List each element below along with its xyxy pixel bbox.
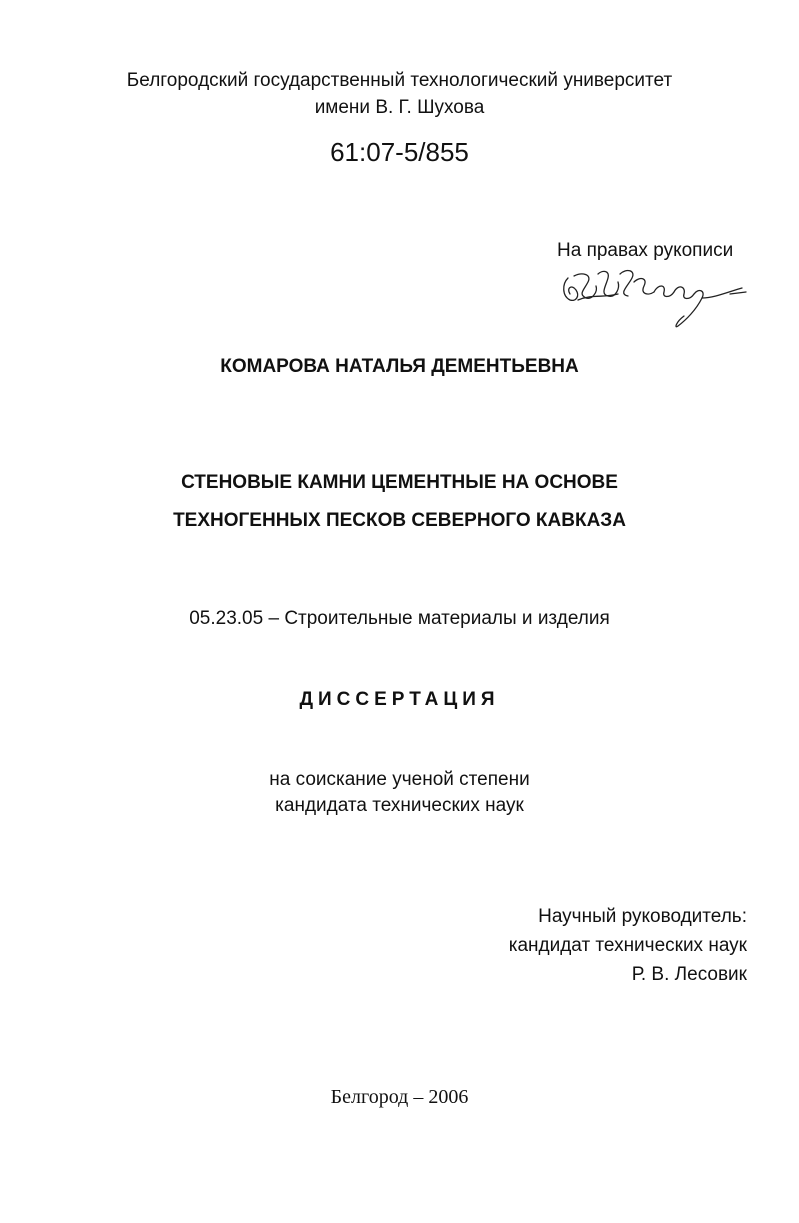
supervisor-block: [509, 902, 747, 989]
supervisor-role: Научный руководитель:: [538, 906, 747, 927]
university-name-line2: имени В. Г. Шухова: [314, 97, 485, 118]
supervisor-name: Р. В. Лесовик: [631, 964, 747, 985]
handwritten-signature: [558, 264, 753, 334]
manuscript-rights-note: На правах рукописи: [557, 240, 734, 261]
supervisor-credentials: кандидат технических наук: [508, 935, 747, 956]
dissertation-title-line2: ТЕХНОГЕННЫХ ПЕСКОВ СЕВЕРНОГО КАВКАЗА: [173, 510, 626, 531]
university-name-line1: Белгородский государственный технологический университет: [126, 70, 673, 91]
dissertation-title-line1: СТЕНОВЫЕ КАМНИ ЦЕМЕНТНЫЕ НА ОСНОВЕ: [181, 472, 618, 493]
catalog-code: 61:07-5/855: [330, 137, 469, 167]
author-name: КОМАРОВА НАТАЛЬЯ ДЕМЕНТЬЕВНА: [220, 356, 579, 377]
specialty-code: 05.23.05 – Строительные материалы и изделия: [189, 608, 610, 629]
degree-line2: кандидата технических наук: [275, 795, 524, 816]
degree-line1: на соискание ученой степени: [269, 769, 530, 790]
place-and-year: Белгород – 2006: [330, 1086, 469, 1108]
document-type: ДИССЕРТАЦИЯ: [299, 689, 500, 710]
